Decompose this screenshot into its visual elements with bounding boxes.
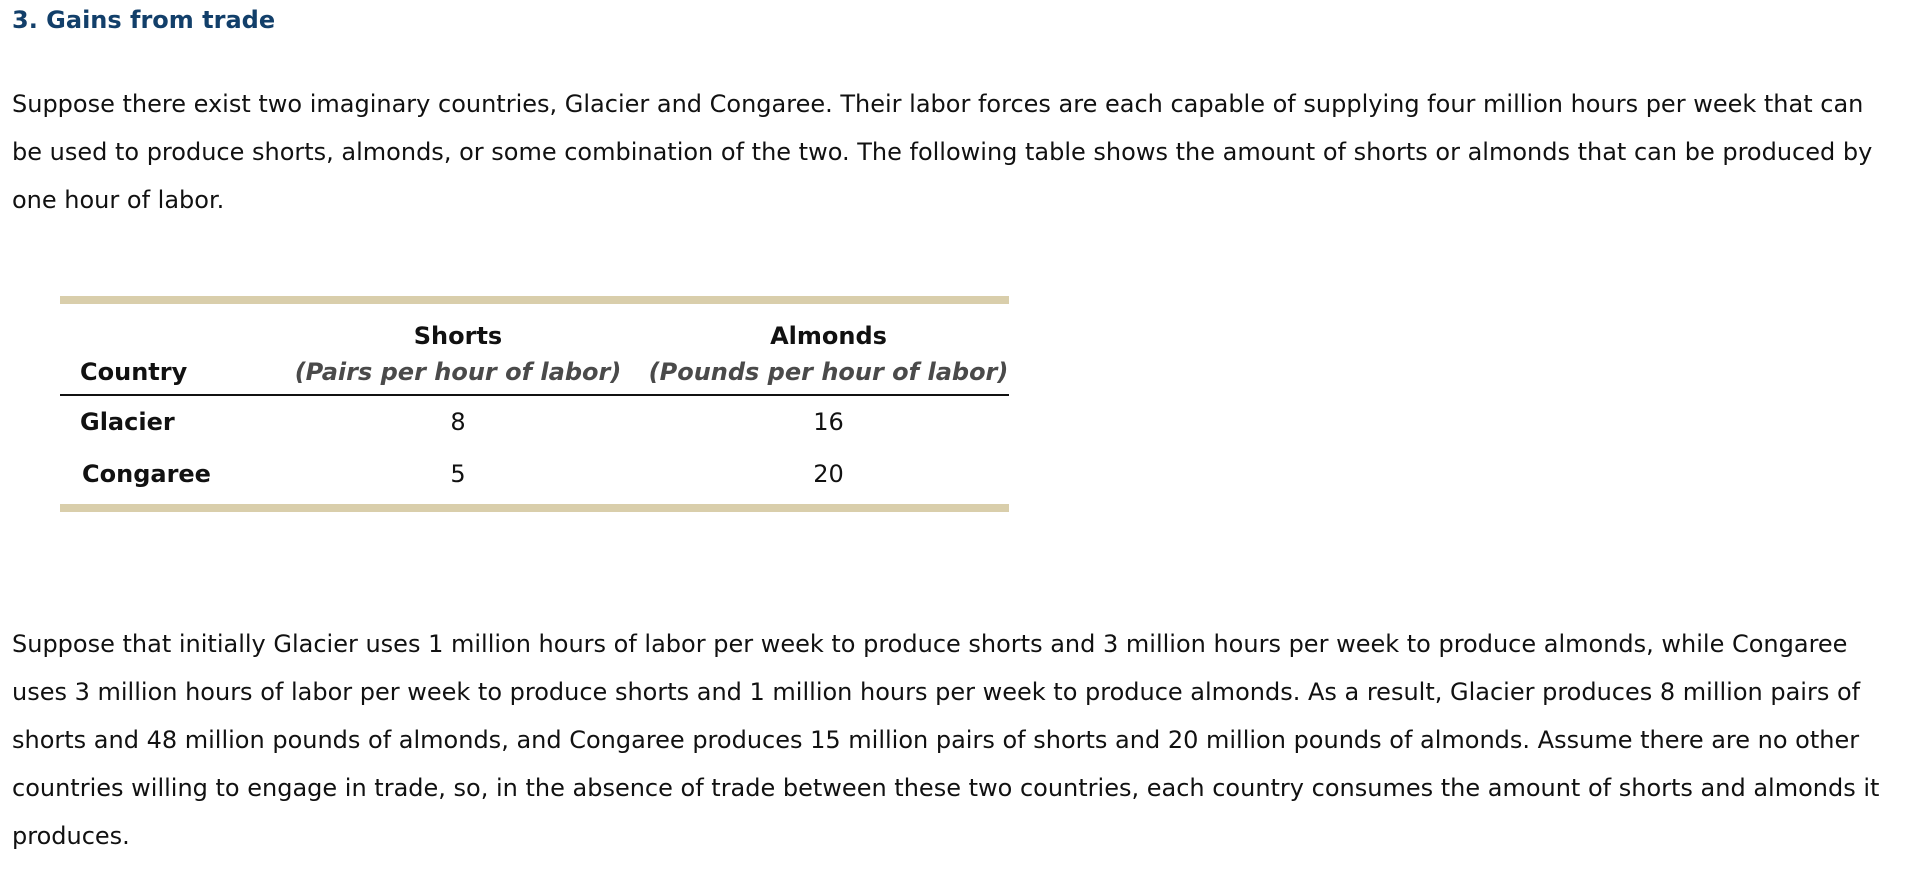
shorts-cell: 8 (450, 408, 466, 436)
header-blank-cell (60, 304, 268, 350)
header-almonds-unit: (Pounds per hour of labor) (648, 350, 1009, 395)
country-cell: Congaree (82, 460, 211, 488)
table-row (60, 448, 1009, 500)
header-almonds: Almonds (770, 322, 887, 350)
intro-paragraph: Suppose there exist two imaginary countries, Glacier and Congaree. Their labor forces are each capable of supplying four million hours per week that can be used to produce shorts, almonds, or some combination of the two. The following table shows the amount of shorts or almonds that can be produced by one hour of labor. (12, 90, 1873, 214)
almonds-cell: 16 (813, 408, 844, 436)
almonds-cell: 20 (813, 460, 844, 488)
header-shorts: Shorts (413, 322, 503, 350)
section-title: 3. Gains from trade (12, 6, 276, 34)
table-row (60, 395, 1009, 448)
production-table (60, 296, 1009, 512)
table-top-rule (60, 296, 1009, 304)
header-country: Country (60, 350, 268, 395)
header-row-units (60, 350, 1009, 395)
country-cell: Glacier (80, 408, 175, 436)
header-row-titles (60, 304, 1009, 350)
header-shorts-unit: (Pairs per hour of labor) (268, 350, 648, 395)
followup-paragraph: Suppose that initially Glacier uses 1 million hours of labor per week to produce shorts and 3 million hours per week to produce almonds, while Congaree uses 3 million hours of labor per week to produce shorts and 1 million hours per week to produce almonds. As a result, Glacier produces 8 million pairs of shorts and 48 million pounds of almonds, and Congaree produces 15 million pairs of shorts and 20 million pounds of almonds. Assume there are no other countries willing to engage in trade, so, in the absence of trade between these two countries, each country consumes the amount of shorts and almonds it produces. (12, 630, 1880, 850)
production-data-table (60, 304, 1009, 500)
table-bottom-rule (60, 504, 1009, 512)
shorts-cell: 5 (450, 460, 466, 488)
